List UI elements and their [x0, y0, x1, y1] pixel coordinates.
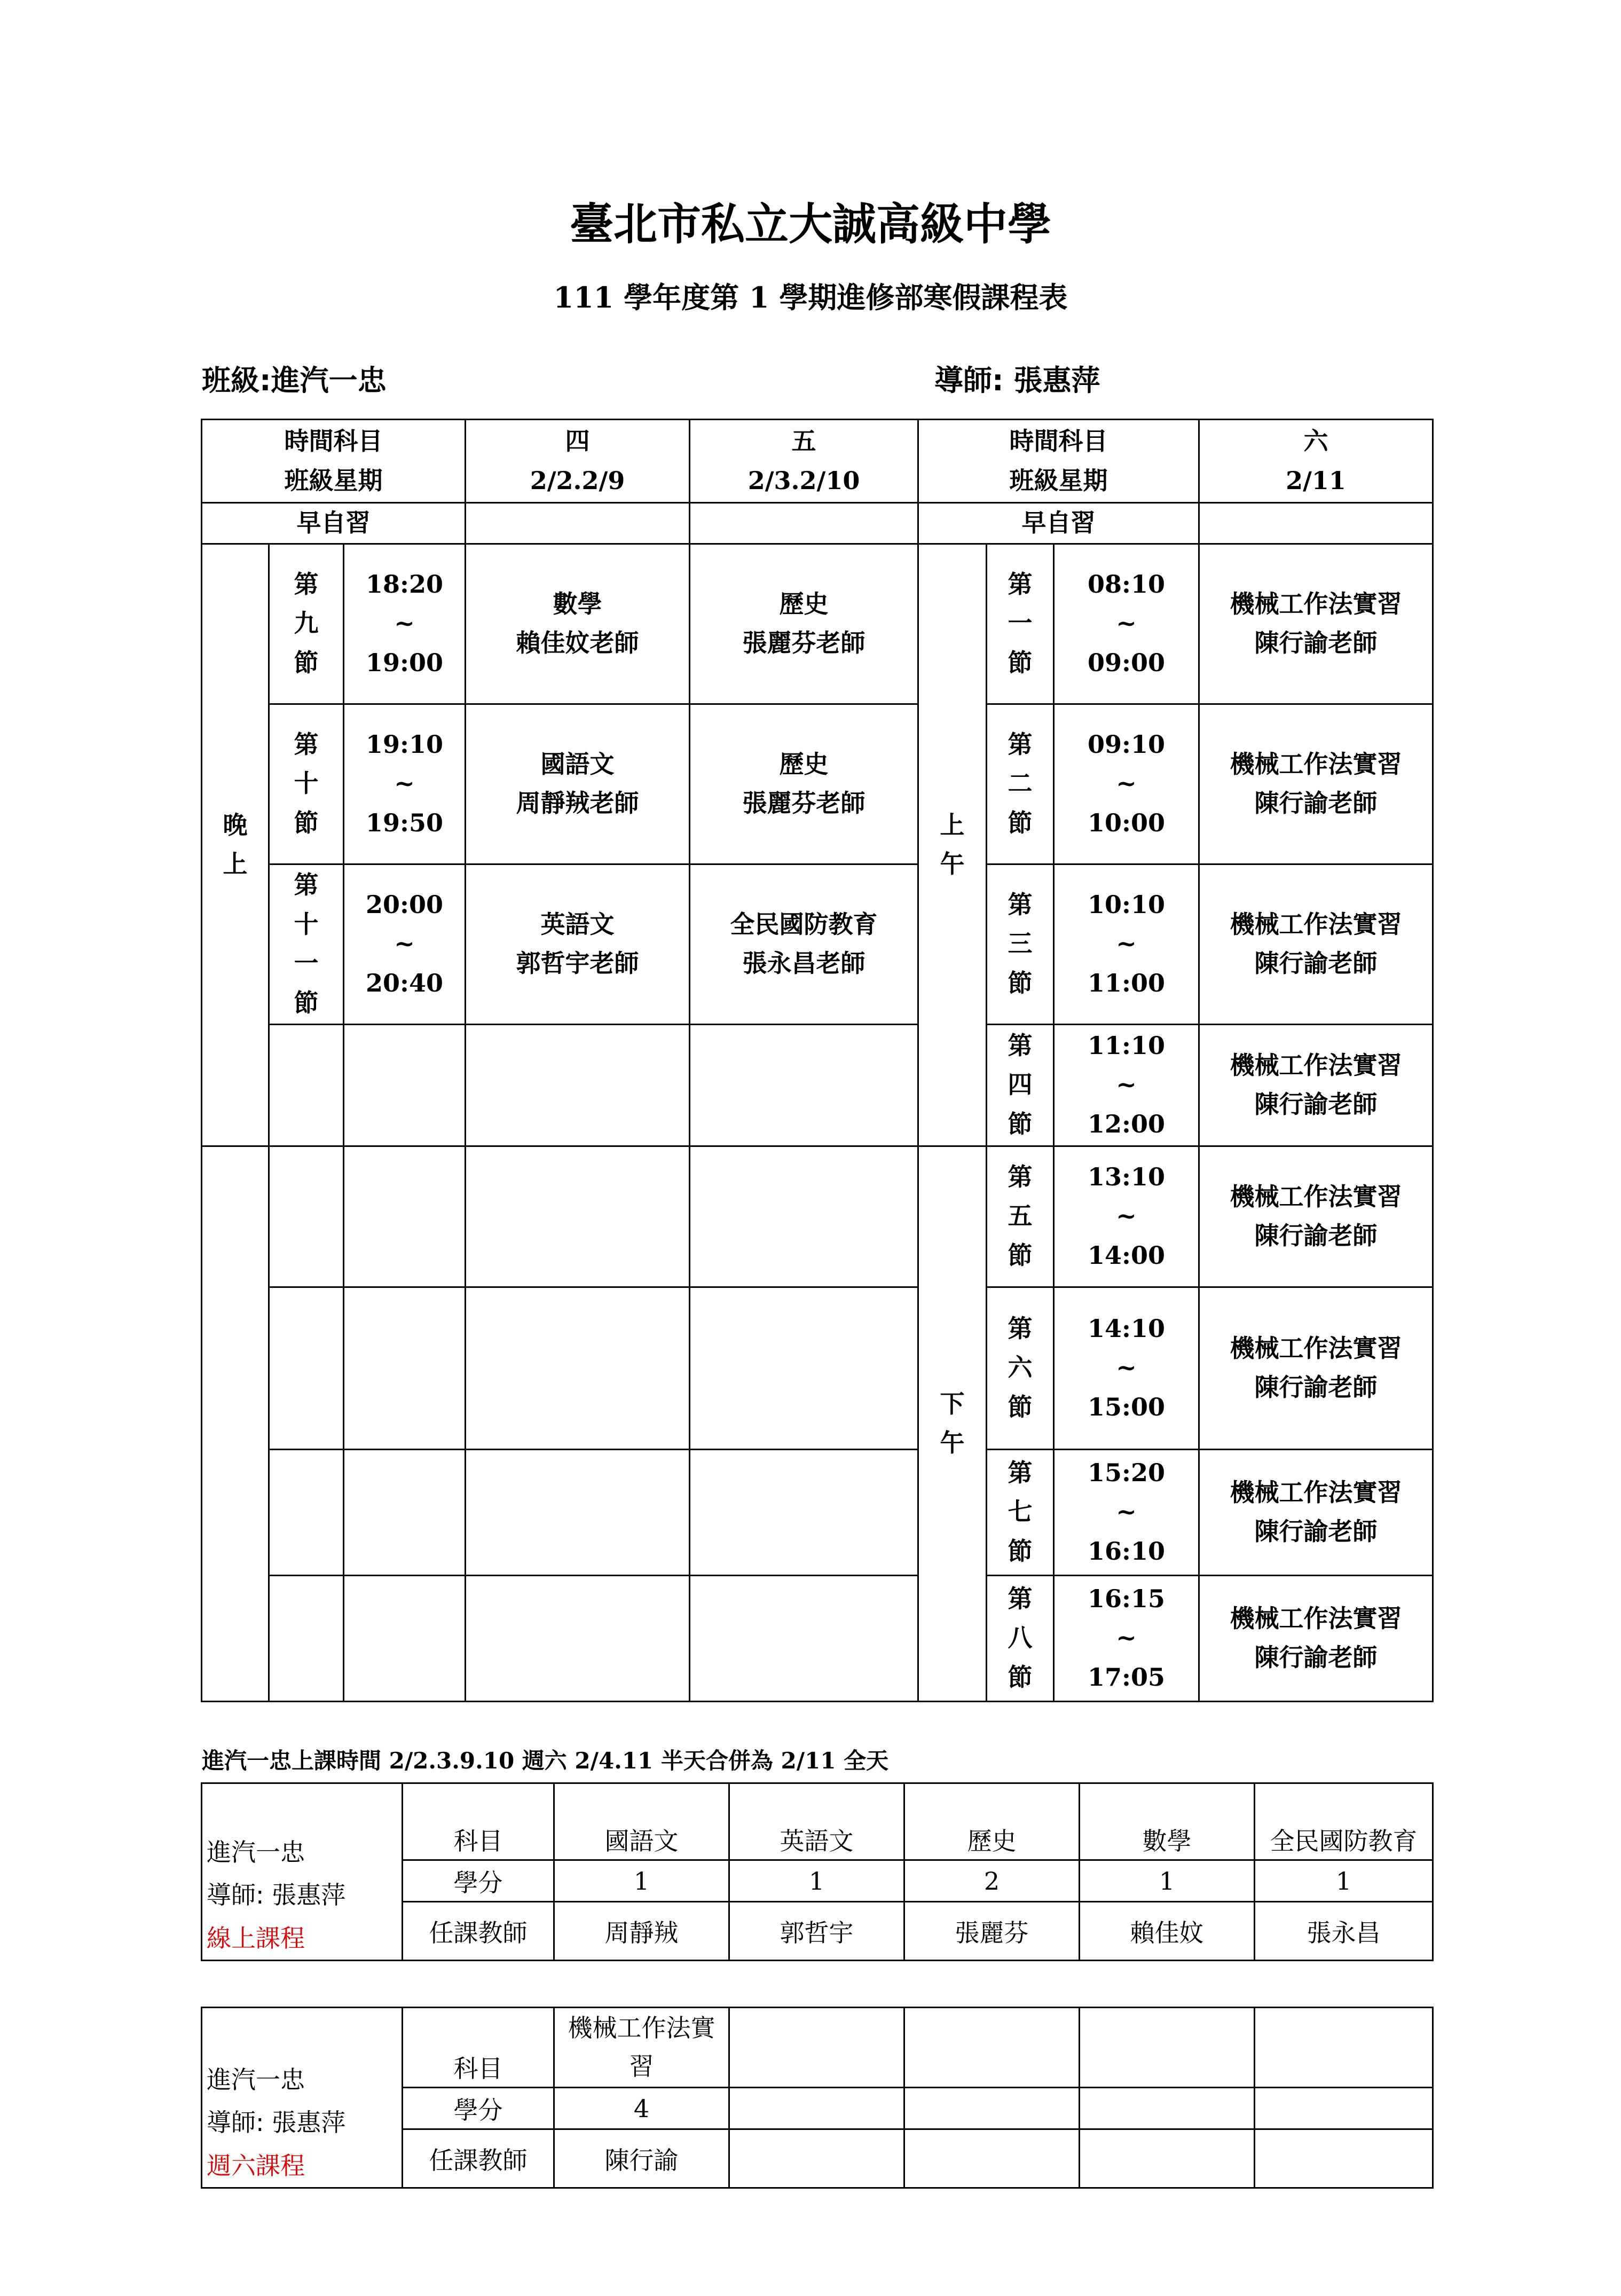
- text: 節: [1008, 1536, 1033, 1566]
- empty-cell: [1255, 2088, 1433, 2129]
- empty-cell: [690, 1024, 918, 1146]
- period-label: [987, 864, 1054, 1024]
- period-time: [344, 544, 466, 704]
- course-subject: 國語文: [554, 1783, 729, 1860]
- text: 15:20: [1088, 1458, 1166, 1487]
- period-label: [269, 704, 344, 864]
- text: 第: [1008, 1458, 1033, 1487]
- period-time: [1054, 1287, 1199, 1449]
- text: 09:10: [1088, 729, 1166, 759]
- text: 14:00: [1088, 1240, 1166, 1270]
- text: 陳行諭老師: [1254, 1373, 1378, 1402]
- text: 08:10: [1088, 569, 1166, 599]
- text: 10:00: [1088, 808, 1166, 837]
- cell-part: [202, 1783, 1433, 1860]
- text: ~: [1116, 769, 1137, 798]
- text: 16:15: [1088, 1584, 1166, 1613]
- course-subject: 英語文: [729, 1783, 904, 1860]
- course-cell: [690, 864, 918, 1024]
- course-cell: [690, 544, 918, 704]
- cell-part: [202, 2008, 1433, 2088]
- period-label: [987, 704, 1054, 864]
- morning-study-right: 早自習: [918, 503, 1199, 544]
- text: 第: [1008, 569, 1033, 599]
- course-subject: [554, 2008, 729, 2088]
- empty-cell: [904, 2129, 1080, 2188]
- text: 節: [1008, 808, 1033, 837]
- empty-cell: [344, 1146, 466, 1287]
- text: 午: [940, 1428, 965, 1458]
- course-cell: [1199, 1024, 1433, 1146]
- text: 第: [1008, 890, 1033, 919]
- course-credit: 4: [554, 2088, 729, 2129]
- block-afternoon: [918, 1146, 987, 1701]
- period-label: [987, 1024, 1054, 1146]
- course-credit: 1: [1255, 1860, 1433, 1902]
- text: 午: [940, 850, 965, 879]
- text: 18:20: [366, 569, 444, 599]
- course-cell: [690, 704, 918, 864]
- text: 2/2.2/9: [530, 466, 625, 495]
- text: ~: [1116, 929, 1137, 958]
- course-teacher: 賴佳妏: [1080, 1902, 1255, 1961]
- empty-cell: [466, 503, 690, 544]
- text: 陳行諭老師: [1254, 1643, 1378, 1672]
- text: 時間科目: [1009, 426, 1108, 455]
- online-courses-table: [201, 1782, 1434, 1961]
- empty-cell: [466, 1449, 690, 1575]
- text: 機械工作法實習: [1230, 589, 1402, 618]
- header-thursday: [466, 420, 690, 503]
- text: 11:10: [1088, 1031, 1166, 1060]
- empty-cell: [466, 1024, 690, 1146]
- text: 第: [1008, 1584, 1033, 1613]
- text: 六: [1303, 426, 1328, 455]
- course-cell: [1199, 1449, 1433, 1575]
- text: 機械工作法實習: [1230, 1603, 1402, 1633]
- course-credit: 1: [554, 1860, 729, 1902]
- empty-cell: [269, 1024, 344, 1146]
- course-teacher: 張永昌: [1255, 1902, 1433, 1961]
- text: 導師: 張惠萍: [207, 2108, 346, 2137]
- text: 第: [1008, 1162, 1033, 1191]
- text: 陳行諭老師: [1254, 628, 1378, 658]
- period-row: [202, 1575, 1433, 1701]
- course-cell: [1199, 704, 1433, 864]
- period-row: [202, 1287, 1433, 1449]
- class-label: 班級:進汽一忠: [202, 364, 387, 397]
- course-teacher: 郭哲宇: [729, 1902, 904, 1961]
- text: 機械工作法實: [568, 2014, 715, 2043]
- course-credit: 1: [729, 1860, 904, 1902]
- block-evening: [202, 544, 269, 1146]
- text: ~: [1116, 1497, 1137, 1527]
- header-friday: [690, 420, 918, 503]
- text: 09:00: [1088, 648, 1166, 677]
- empty-cell: [1080, 2129, 1255, 2188]
- course-cell: [1199, 544, 1433, 704]
- morning-study-left: 早自習: [202, 503, 466, 544]
- empty-cell: [690, 1146, 918, 1287]
- empty-cell: [466, 1575, 690, 1701]
- period-time: [1054, 1146, 1199, 1287]
- text: 節: [1008, 648, 1033, 677]
- empty-cell: [729, 2088, 904, 2129]
- empty-cell: [904, 2008, 1080, 2088]
- text: 第: [294, 870, 319, 899]
- period-time: [1054, 704, 1199, 864]
- empty-cell: [269, 1287, 344, 1449]
- row-label-teacher: 任課教師: [403, 2129, 554, 2188]
- homeroom-teacher-label: 導師: 張惠萍: [934, 364, 1100, 397]
- empty-cell: [344, 1024, 466, 1146]
- text: 第: [1008, 1031, 1033, 1060]
- text: 節: [1008, 968, 1033, 997]
- period-time: [1054, 1024, 1199, 1146]
- text: 十: [294, 769, 319, 798]
- text: ~: [1116, 1070, 1137, 1099]
- empty-cell: [690, 503, 918, 544]
- course-cell: [1199, 1146, 1433, 1287]
- text: 節: [1008, 1662, 1033, 1692]
- empty-cell: [729, 2129, 904, 2188]
- text: ~: [1116, 1201, 1137, 1231]
- text: 機械工作法實習: [1230, 1477, 1402, 1507]
- empty-cell: [466, 1146, 690, 1287]
- header-time-subject-2: [918, 420, 1199, 503]
- text: 2/11: [1286, 466, 1346, 495]
- text: 第: [1008, 1314, 1033, 1343]
- period-time: [1054, 544, 1199, 704]
- text: 第: [294, 729, 319, 759]
- text: 全民國防教育: [730, 909, 878, 939]
- text: 習: [629, 2051, 654, 2081]
- period-row: [202, 864, 1433, 1024]
- row-label-credit: 學分: [403, 2088, 554, 2129]
- text: 賴佳妏老師: [516, 628, 639, 658]
- empty-cell: [269, 1449, 344, 1575]
- course-teacher: 陳行諭: [554, 2129, 729, 2188]
- text: 陳行諭老師: [1254, 1090, 1378, 1119]
- text: 19:50: [366, 808, 444, 837]
- schedule-table: [201, 419, 1434, 1702]
- course-teacher: 張麗芬: [904, 1902, 1080, 1961]
- empty-cell: [690, 1575, 918, 1701]
- text: 晚: [223, 810, 248, 839]
- empty-cell: [344, 1449, 466, 1575]
- period-label: [987, 1449, 1054, 1575]
- text: 第: [1008, 729, 1033, 759]
- period-label: [987, 1287, 1054, 1449]
- text: 進汽一忠: [207, 2065, 305, 2094]
- text: 時間科目: [284, 426, 383, 455]
- text: 九: [294, 609, 319, 638]
- course-cell: [466, 544, 690, 704]
- text: 19:10: [366, 729, 444, 759]
- row-label-teacher: 任課教師: [403, 1902, 554, 1961]
- course-cell: [1199, 864, 1433, 1024]
- text: 五: [791, 426, 816, 455]
- text: 機械工作法實習: [1230, 1333, 1402, 1363]
- text: 10:10: [1088, 890, 1166, 919]
- text: 2/3.2/10: [747, 466, 860, 495]
- text: 進汽一忠: [207, 1837, 305, 1867]
- text: 機械工作法實習: [1230, 1050, 1402, 1080]
- text: 歷史: [779, 589, 829, 618]
- text: 陳行諭老師: [1254, 1517, 1378, 1546]
- text: 19:00: [366, 648, 444, 677]
- text: ~: [1116, 1353, 1137, 1382]
- text: ~: [1116, 609, 1137, 638]
- morning-study-row: [202, 503, 1433, 544]
- period-time: [344, 864, 466, 1024]
- period-time: [1054, 1575, 1199, 1701]
- text: ~: [394, 609, 415, 638]
- text: 張麗芬老師: [742, 789, 865, 818]
- course-cell: [466, 704, 690, 864]
- text: 周靜羢老師: [516, 789, 639, 818]
- online-class-info: [202, 1783, 403, 1961]
- text: 十: [294, 909, 319, 939]
- text: 郭哲宇老師: [516, 949, 639, 978]
- empty-cell: [269, 1146, 344, 1287]
- text: 16:10: [1088, 1536, 1166, 1566]
- text: 八: [1008, 1623, 1033, 1653]
- text: 節: [294, 648, 319, 677]
- row-label-credit: 學分: [403, 1860, 554, 1902]
- text: 張麗芬老師: [742, 628, 865, 658]
- period-label: [987, 1146, 1054, 1287]
- course-subject: 數學: [1080, 1783, 1255, 1860]
- text: 五: [1008, 1201, 1033, 1231]
- empty-cell: [1080, 2008, 1255, 2088]
- text: 陳行諭老師: [1254, 789, 1378, 818]
- text: 國語文: [540, 749, 615, 779]
- text: 機械工作法實習: [1230, 1182, 1402, 1211]
- text: 班級星期: [1009, 466, 1108, 495]
- course-cell: [1199, 1287, 1433, 1449]
- course-cell: [1199, 1575, 1433, 1701]
- empty-cell: [344, 1575, 466, 1701]
- period-row: [202, 704, 1433, 864]
- text: 機械工作法實習: [1230, 909, 1402, 939]
- header-row: [202, 420, 1433, 503]
- course-subject: 歷史: [904, 1783, 1080, 1860]
- empty-cell: [1080, 2088, 1255, 2129]
- header-time-subject: [202, 420, 466, 503]
- row-label-subject: 科目: [403, 2008, 554, 2088]
- text: 七: [1008, 1497, 1033, 1527]
- text: 節: [1008, 1392, 1033, 1421]
- online-tag: 線上課程: [207, 1923, 305, 1953]
- saturday-tag: 週六課程: [207, 2151, 305, 2180]
- text: 節: [1008, 1240, 1033, 1270]
- empty-cell: [1255, 2129, 1433, 2188]
- text: 一: [294, 949, 319, 978]
- text: 機械工作法實習: [1230, 749, 1402, 779]
- course-credit: 2: [904, 1860, 1080, 1902]
- text: 15:00: [1088, 1392, 1166, 1421]
- period-label: [987, 544, 1054, 704]
- text: 13:10: [1088, 1162, 1166, 1191]
- course-credit: 1: [1080, 1860, 1255, 1902]
- period-label: [269, 864, 344, 1024]
- text: 數學: [553, 589, 602, 618]
- period-label: [269, 544, 344, 704]
- text: 歷史: [779, 749, 829, 779]
- saturday-class-info: [202, 2008, 403, 2188]
- text: 14:10: [1088, 1314, 1166, 1343]
- empty-cell: [904, 2088, 1080, 2129]
- empty-cell: [1199, 503, 1433, 544]
- period-time: [1054, 864, 1199, 1024]
- text: 六: [1008, 1353, 1033, 1382]
- saturday-courses-table: [201, 2007, 1434, 2189]
- empty-cell: [729, 2008, 904, 2088]
- period-time: [1054, 1449, 1199, 1575]
- text: 二: [1008, 769, 1033, 798]
- text: 17:05: [1088, 1662, 1166, 1692]
- empty-cell: [690, 1287, 918, 1449]
- empty-cell: [202, 1146, 269, 1701]
- text: 11:00: [1088, 968, 1166, 997]
- period-time: [344, 704, 466, 864]
- text: 陳行諭老師: [1254, 1221, 1378, 1251]
- block-morning: [918, 544, 987, 1146]
- document-subtitle: 111 學年度第 1 學期進修部寒假課程表: [553, 280, 1068, 314]
- text: 下: [940, 1389, 965, 1418]
- school-title: 臺北市私立大誠高級中學: [569, 199, 1051, 250]
- empty-cell: [269, 1575, 344, 1701]
- period-row: [202, 1449, 1433, 1575]
- text: 上: [940, 810, 965, 839]
- course-cell: [466, 864, 690, 1024]
- text: 上: [223, 850, 248, 879]
- period-label: [987, 1575, 1054, 1701]
- header-saturday: [1199, 420, 1433, 503]
- empty-cell: [1255, 2008, 1433, 2088]
- text: 一: [1008, 609, 1033, 638]
- text: 節: [1008, 1109, 1033, 1138]
- text: 第: [294, 569, 319, 599]
- text: 節: [294, 988, 319, 1017]
- empty-cell: [466, 1287, 690, 1449]
- text: 班級星期: [284, 466, 383, 495]
- empty-cell: [344, 1287, 466, 1449]
- text: ~: [394, 769, 415, 798]
- empty-cell: [690, 1449, 918, 1575]
- text: 導師: 張惠萍: [207, 1881, 346, 1909]
- text: 四: [1008, 1070, 1033, 1099]
- course-subject: 全民國防教育: [1255, 1783, 1433, 1860]
- text: 20:00: [366, 890, 444, 919]
- row-label-subject: 科目: [403, 1783, 554, 1860]
- course-teacher: 周靜羢: [554, 1902, 729, 1961]
- text: 12:00: [1088, 1109, 1166, 1138]
- text: 張永昌老師: [742, 949, 865, 978]
- text: 節: [294, 808, 319, 837]
- text: ~: [394, 929, 415, 958]
- text: 20:40: [366, 968, 444, 997]
- period-row: [202, 1024, 1433, 1146]
- period-row: [202, 544, 1433, 704]
- text: 英語文: [540, 909, 615, 939]
- text: 三: [1008, 929, 1033, 958]
- text: 陳行諭老師: [1254, 949, 1378, 978]
- text: ~: [1116, 1623, 1137, 1653]
- period-row: [202, 1146, 1433, 1287]
- schedule-note: 進汽一忠上課時間 2/2.3.9.10 週六 2/4.11 半天合併為 2/11 全天: [202, 1748, 889, 1774]
- text: 四: [565, 426, 590, 455]
